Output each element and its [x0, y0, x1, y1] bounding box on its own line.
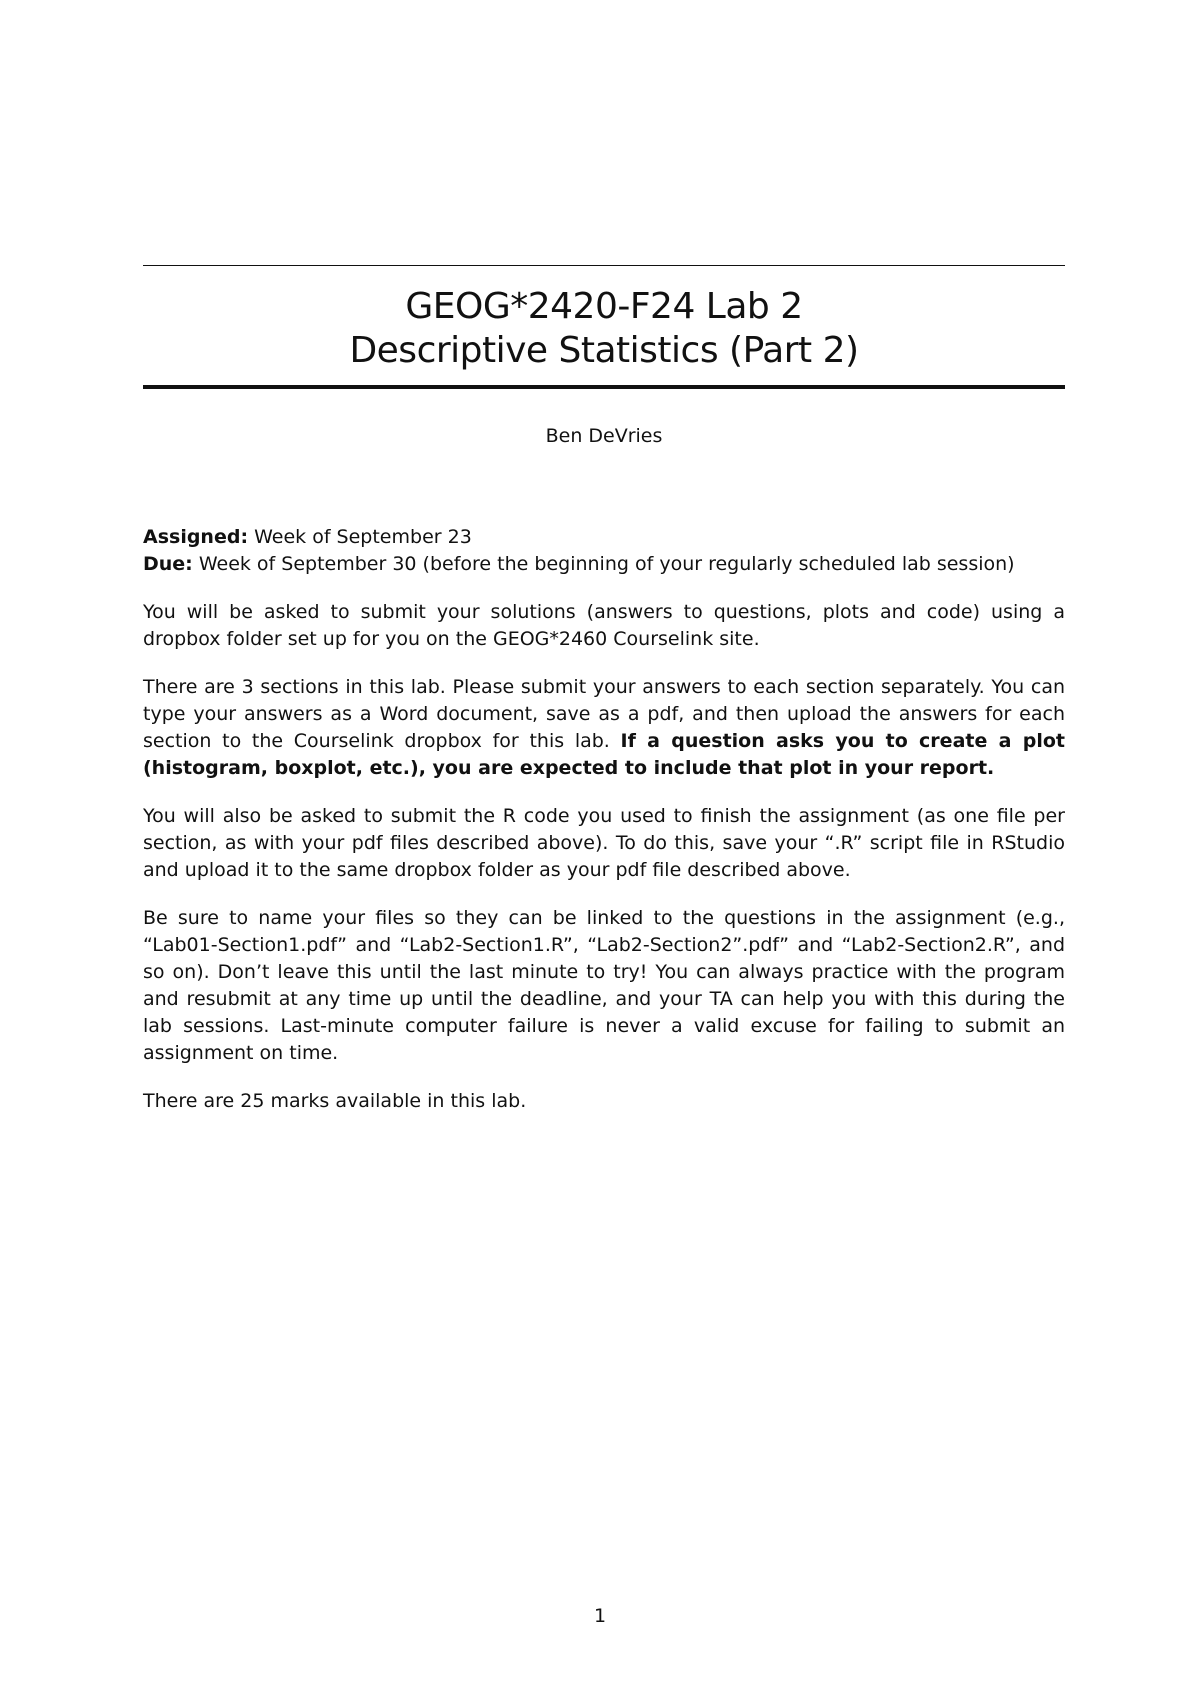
title-top-rule [143, 265, 1065, 266]
paragraph-sections-emphasis: If a question asks you to create a plot (histogram, boxplot, etc.), you are expected to include that plot in your report. [143, 730, 1065, 779]
title-line-course: GEOG*2420-F24 Lab 2 [405, 286, 803, 327]
paragraph-file-naming: Be sure to name your files so they can be linked to the questions in the assignment (e.g., “Lab01-Section1.pdf” and “Lab2-Section1.R”, “Lab2-Section2”.pdf” and “Lab2-Section2.R”, and so on). Don’t leave this until the last minute to try! You can always practice with the program and resubmit at any time up until the deadline, and your TA can help you with this during the lab sessions. Last-minute computer failure is never a valid excuse for failing to submit an assignment on time. [143, 907, 1065, 1064]
assigned-value: Week of September 23 [248, 526, 472, 548]
paragraph-sections-text: There are 3 sections in this lab. Please submit your answers to each section separately. You can type your answers as a Word document, save as a pdf, and then upload the answers for each section to the Courselink dropbox for this lab. [143, 676, 1065, 752]
paragraph-marks: There are 25 marks available in this lab. [143, 1090, 527, 1112]
page-number: 1 [593, 1605, 607, 1627]
document-title [143, 285, 1065, 373]
dates-block [143, 524, 1065, 578]
assigned-line [143, 524, 1065, 551]
due-line [143, 551, 1065, 578]
paragraph-r-code: You will also be asked to submit the R code you used to finish the assignment (as one file per section, as with your pdf files described above). To do this, save your “.R” script file in RStudio and upload it to the same dropbox folder as your pdf file described above. [143, 805, 1065, 881]
title-bottom-rule [143, 385, 1065, 389]
title-line-topic: Descriptive Statistics (Part 2) [349, 330, 859, 371]
due-label: Due: [143, 553, 193, 575]
author-name: Ben DeVries [545, 425, 663, 447]
paragraph-sections [143, 674, 1065, 782]
paragraph-submission: You will be asked to submit your solutions (answers to questions, plots and code) using a dropbox folder set up for you on the GEOG*2460 Courselink site. [143, 601, 1065, 650]
document-body [143, 524, 1065, 1136]
assigned-label: Assigned: [143, 526, 249, 548]
due-value: Week of September 30 (before the beginning of your regularly scheduled lab session) [192, 553, 1015, 575]
